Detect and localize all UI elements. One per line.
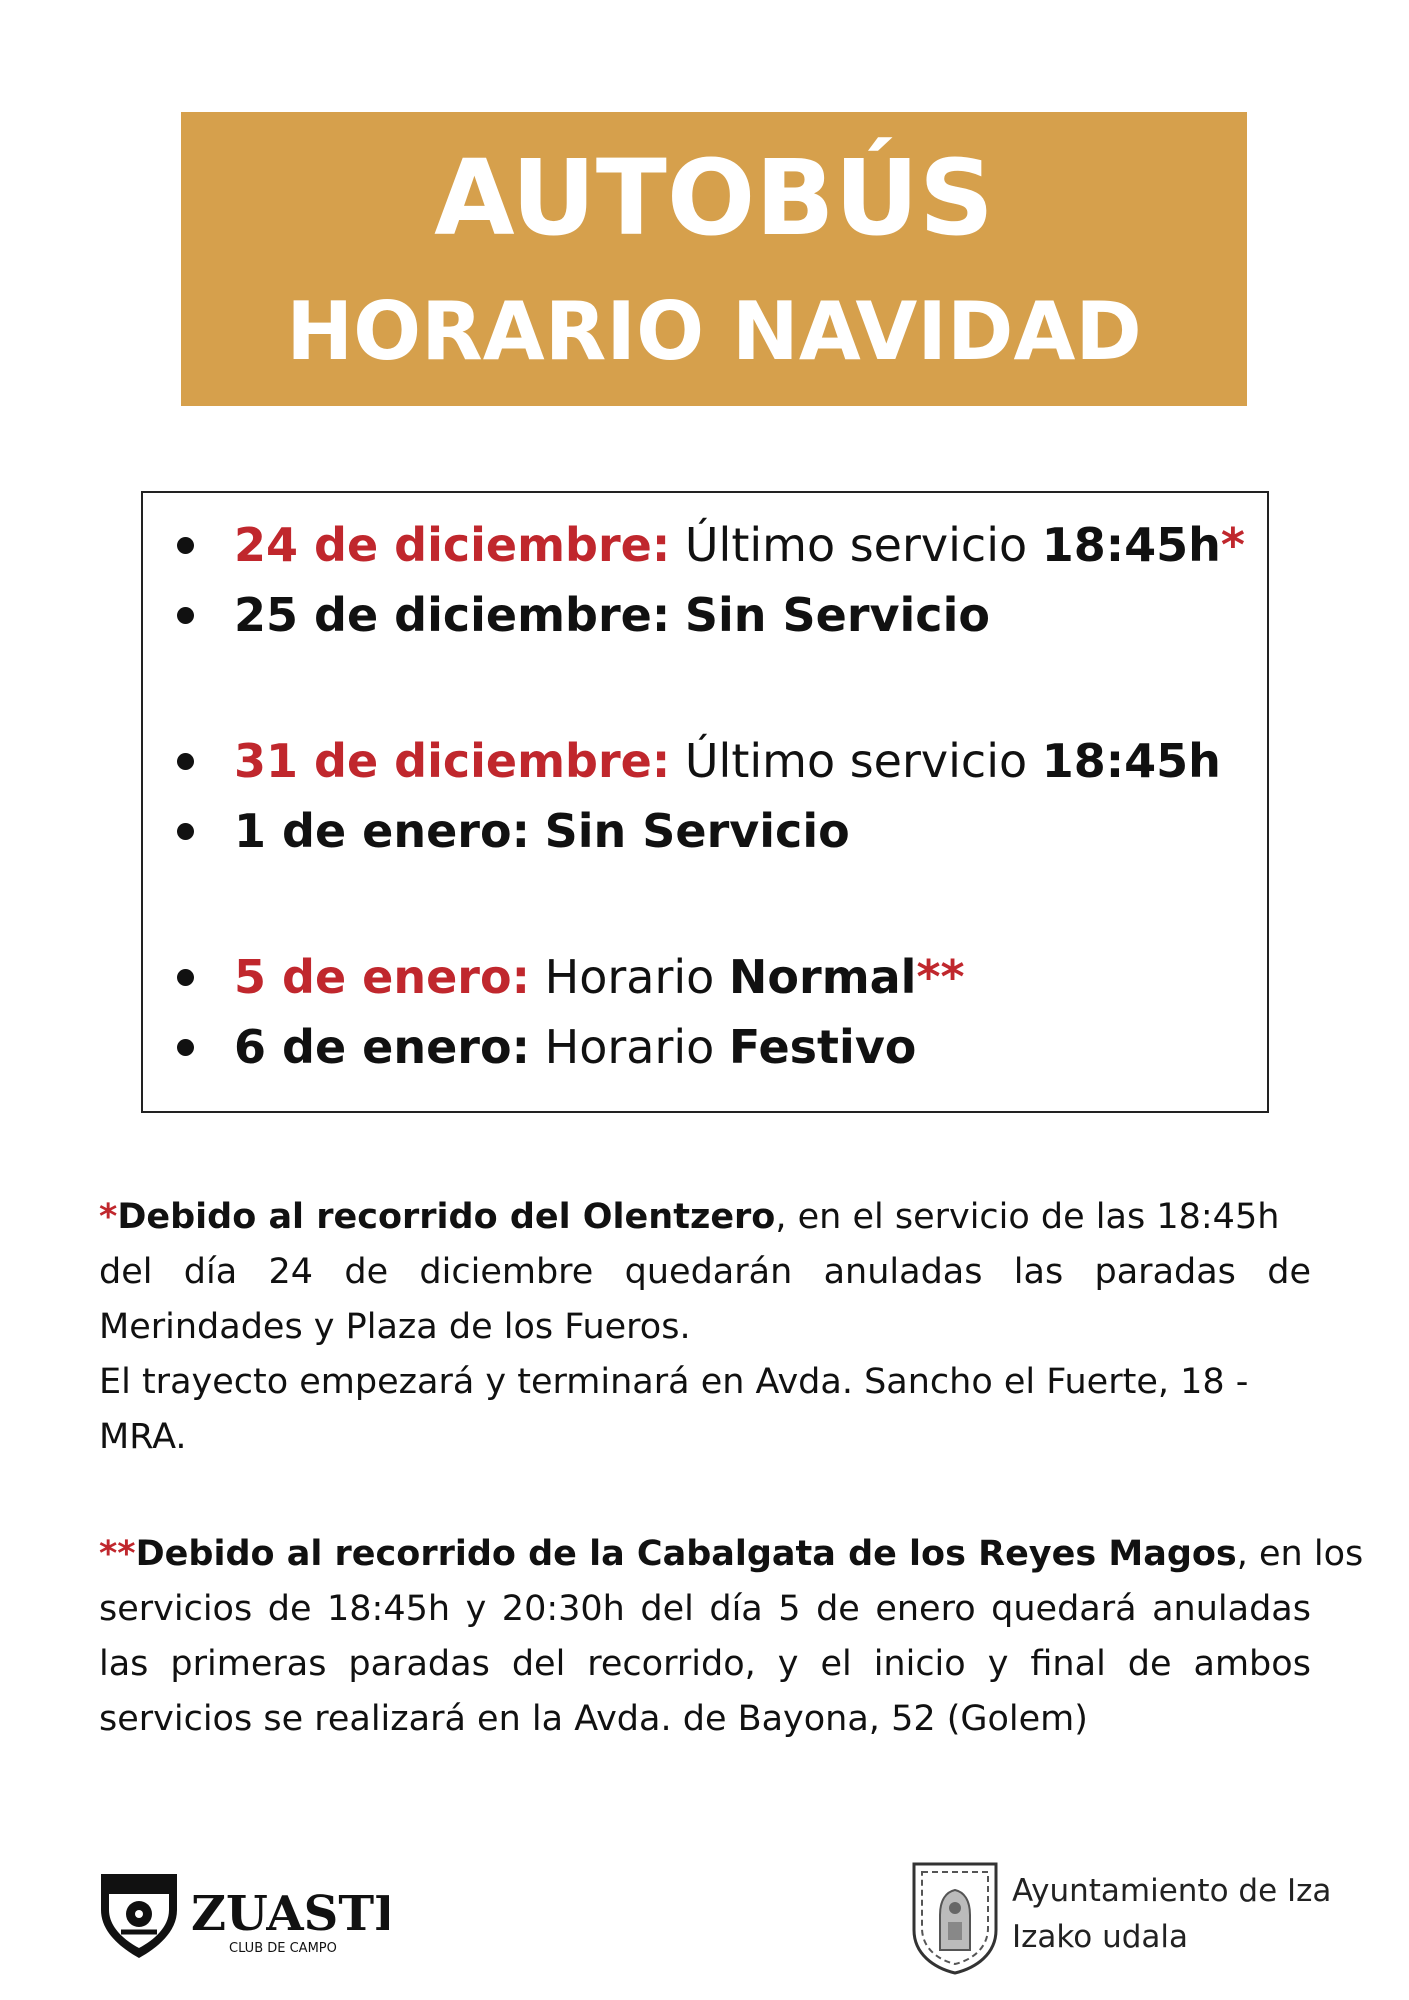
word: 18:45h <box>327 1589 451 1629</box>
schedule-emphasis: Sin Servicio <box>544 804 850 858</box>
schedule-date: 1 de enero: <box>234 804 530 858</box>
word: 20:30h <box>501 1589 625 1629</box>
zuasti-logo <box>99 1870 389 1960</box>
bullet-icon <box>177 969 194 986</box>
zuasti-shield-icon <box>99 1870 389 1960</box>
schedule-item-text <box>234 515 1245 575</box>
schedule-item-text <box>234 731 1221 791</box>
schedule-item-text <box>234 801 850 861</box>
schedule-emphasis: 18:45h <box>1041 734 1221 788</box>
word: del <box>99 1252 153 1292</box>
iza-coat-of-arms-icon <box>910 1860 1000 1975</box>
word: las <box>1013 1252 1064 1292</box>
word: y <box>777 1644 799 1684</box>
word: las <box>99 1644 149 1684</box>
word: de <box>1267 1252 1311 1292</box>
schedule-item <box>143 1017 1267 1077</box>
ayuntamiento-logo <box>910 1860 1330 1975</box>
schedule-box <box>141 491 1269 1113</box>
word: de <box>816 1589 860 1629</box>
schedule-description: Horario <box>544 950 729 1004</box>
bullet-icon <box>177 753 194 770</box>
schedule-item <box>143 801 1267 861</box>
schedule-description: Último servicio <box>684 734 1042 788</box>
ayuntamiento-name-eu: Izako udala <box>1012 1919 1189 1955</box>
schedule-emphasis: Normal <box>728 950 917 1004</box>
word: del <box>640 1589 694 1629</box>
word: anuladas <box>823 1252 983 1292</box>
word: y <box>987 1644 1009 1684</box>
schedule-item <box>143 585 1267 645</box>
footnote-mark: ** <box>99 1534 136 1574</box>
word: recorrido, <box>587 1644 756 1684</box>
note-line: Merindades y Plaza de los Fueros. <box>99 1307 691 1347</box>
note-line <box>99 1637 1311 1692</box>
word: día <box>709 1589 763 1629</box>
word: de <box>344 1252 389 1292</box>
note-heading: Debido al recorrido del Olentzero <box>117 1197 776 1237</box>
word: quedará <box>991 1589 1137 1629</box>
zuasti-tagline: CLUB DE CAMPO <box>229 1941 337 1956</box>
schedule-description: Último servicio <box>684 518 1042 572</box>
footnote-olentzero <box>99 1190 1311 1465</box>
word: 5 <box>778 1589 801 1629</box>
banner-title: AUTOBÚS <box>434 137 994 259</box>
note-line: El trayecto empezará y terminará en Avda. Sancho el Fuerte, 18 - <box>99 1362 1249 1402</box>
note-intro <box>99 1527 1363 1582</box>
word: de <box>1127 1644 1172 1684</box>
word: 24 <box>268 1252 314 1292</box>
word: enero <box>875 1589 976 1629</box>
word: ambos <box>1193 1644 1311 1684</box>
footnote-cabalgata <box>99 1527 1364 1747</box>
schedule-date: 6 de enero: <box>234 1020 530 1074</box>
word: día <box>183 1252 238 1292</box>
note-line <box>99 1190 1311 1245</box>
note-text: , en el servicio de las 18:45h <box>775 1197 1280 1237</box>
bullet-icon <box>177 1039 194 1056</box>
note-line <box>99 1245 1311 1300</box>
note-intro <box>99 1190 1279 1245</box>
word: inicio <box>873 1644 966 1684</box>
note-line: MRA. <box>99 1417 187 1457</box>
word: quedarán <box>624 1252 793 1292</box>
note-line: servicios se realizará en la Avda. de Bayona, 52 (Golem) <box>99 1699 1088 1739</box>
footnote-mark: ** <box>916 950 965 1004</box>
word: y <box>465 1589 487 1629</box>
schedule-date: 24 de diciembre: <box>234 518 671 572</box>
ayuntamiento-name-es: Ayuntamiento de Iza <box>1012 1873 1332 1909</box>
word: de <box>267 1589 312 1629</box>
schedule-item-text <box>234 585 990 645</box>
schedule-date: 31 de diciembre: <box>234 734 671 788</box>
word: diciembre <box>419 1252 594 1292</box>
word: servicios <box>99 1589 253 1629</box>
word: primeras <box>170 1644 327 1684</box>
schedule-emphasis: Sin Servicio <box>684 588 990 642</box>
schedule-emphasis: 18:45h <box>1041 518 1221 572</box>
bullet-icon <box>177 537 194 554</box>
banner-subtitle: HORARIO NAVIDAD <box>286 285 1142 378</box>
zuasti-name: ZUASTI <box>191 1886 389 1942</box>
footnote-mark: * <box>1220 518 1245 572</box>
schedule-date: 25 de diciembre: <box>234 588 671 642</box>
note-heading: Debido al recorrido de la Cabalgata de los Reyes Magos <box>135 1534 1237 1574</box>
word: paradas <box>348 1644 490 1684</box>
note-line <box>99 1582 1311 1637</box>
schedule-description: Horario <box>544 1020 729 1074</box>
word: el <box>820 1644 852 1684</box>
schedule-item-text <box>234 1017 916 1077</box>
word: paradas <box>1094 1252 1236 1292</box>
bullet-icon <box>177 607 194 624</box>
note-line <box>99 1527 1364 1582</box>
word: del <box>511 1644 566 1684</box>
note-text: , en los <box>1236 1534 1364 1574</box>
schedule-emphasis: Festivo <box>728 1020 917 1074</box>
title-banner <box>181 112 1247 406</box>
schedule-date: 5 de enero: <box>234 950 530 1004</box>
schedule-item-text <box>234 947 965 1007</box>
word: anuladas <box>1152 1589 1311 1629</box>
word: final <box>1030 1644 1106 1684</box>
bullet-icon <box>177 823 194 840</box>
footnote-mark: * <box>99 1197 118 1237</box>
schedule-item <box>143 515 1267 575</box>
ayuntamiento-name <box>1012 1868 1331 1960</box>
schedule-item <box>143 947 1267 1007</box>
schedule-item <box>143 731 1267 791</box>
